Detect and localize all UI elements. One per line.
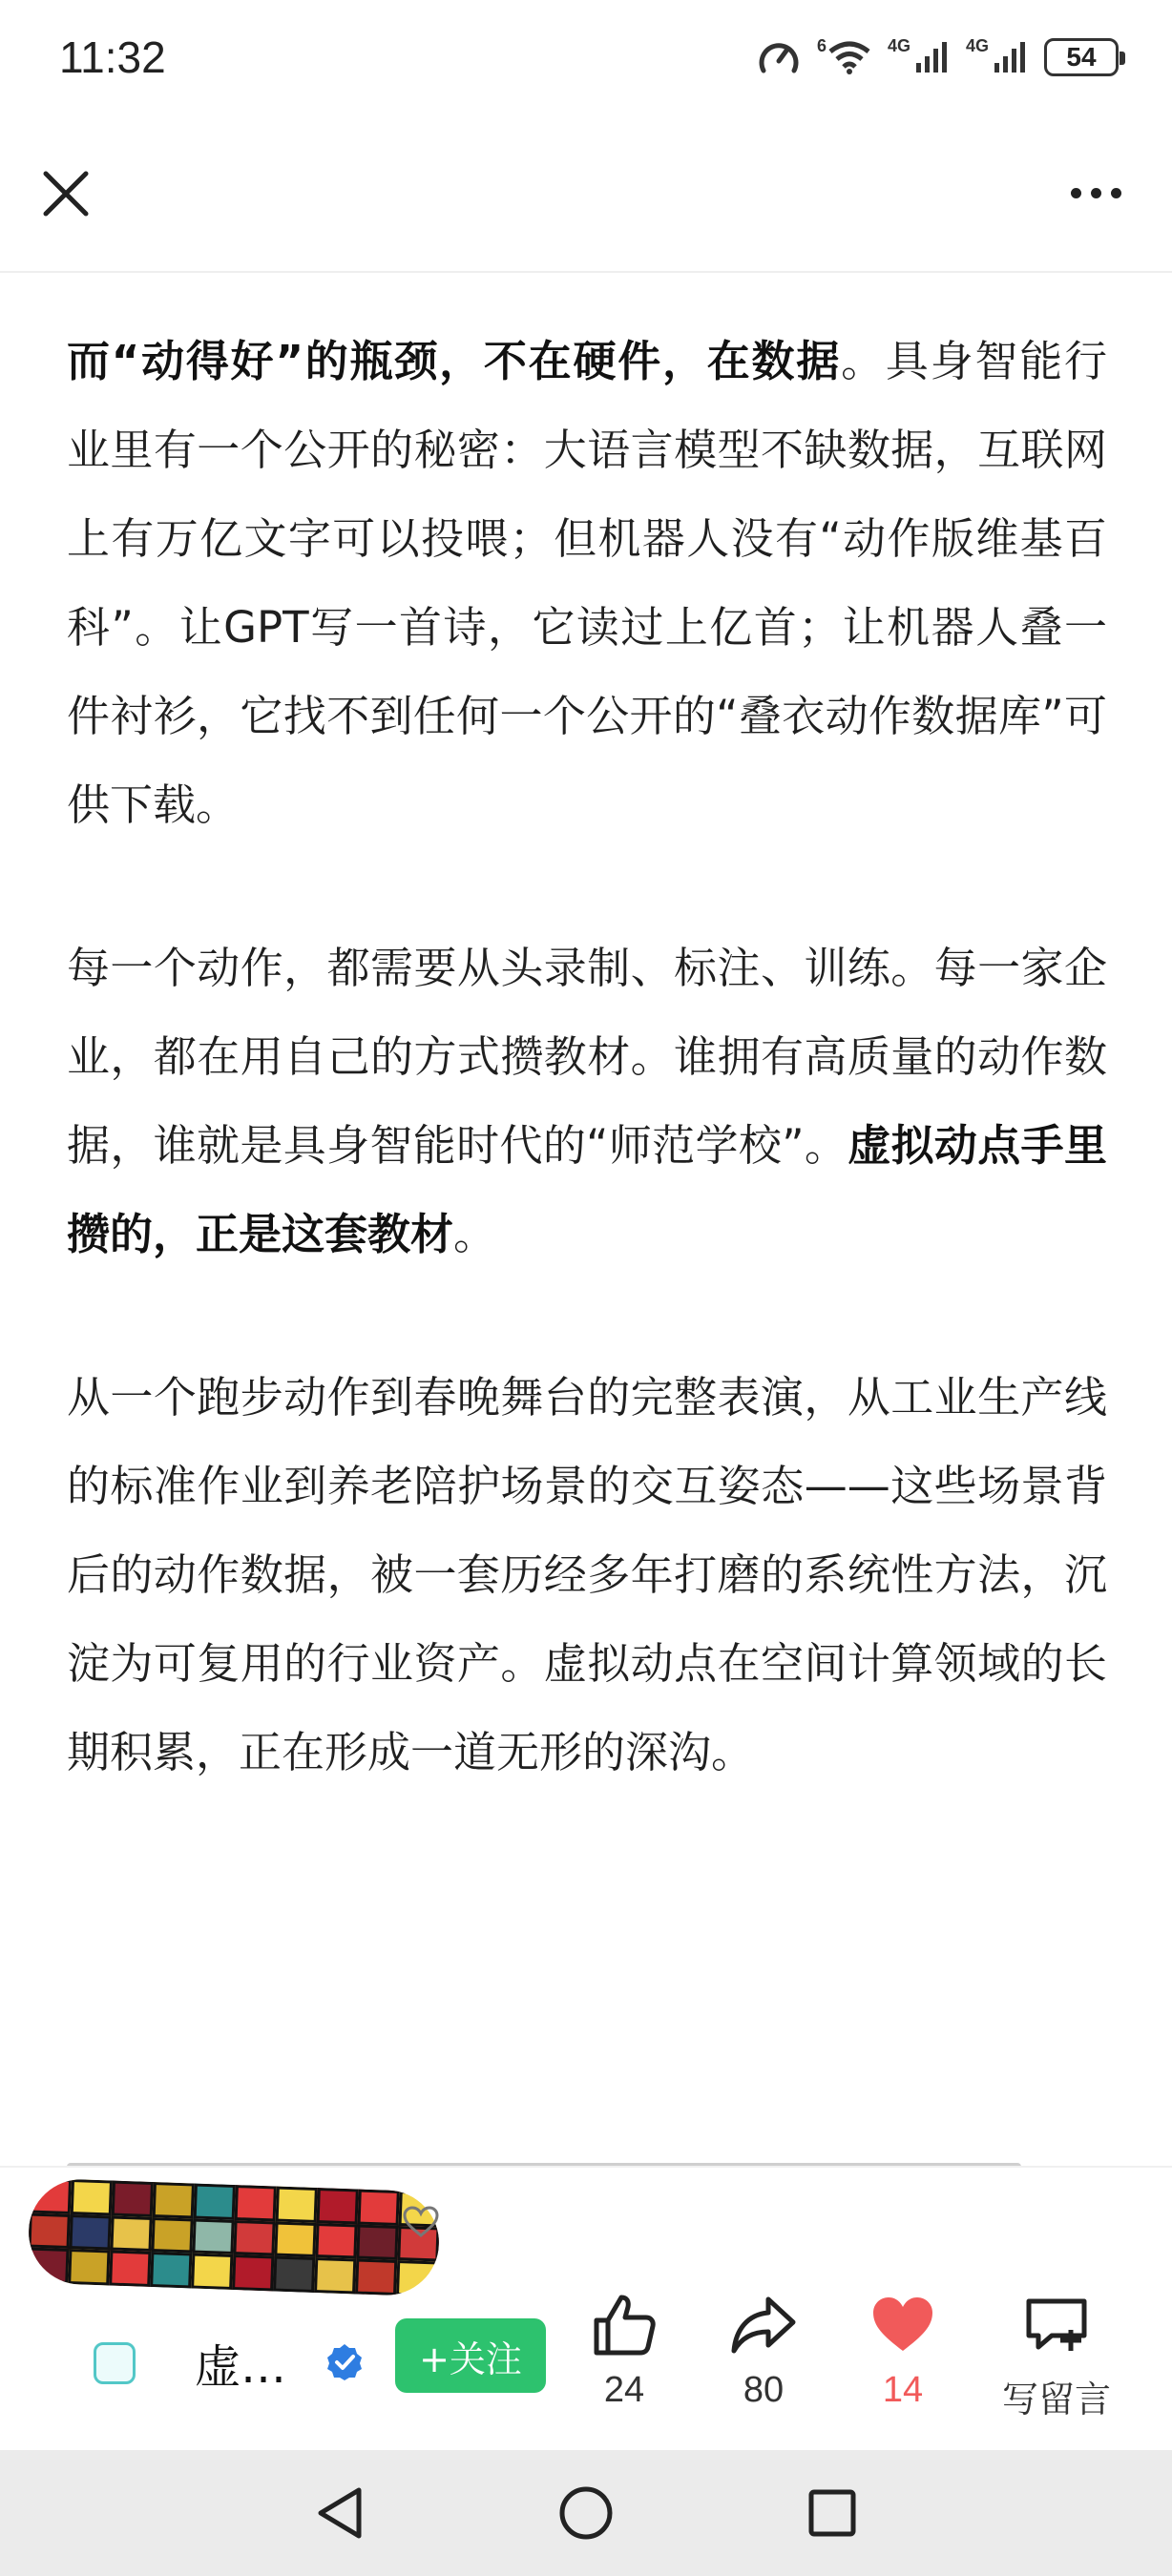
signal-1-icon	[914, 40, 949, 74]
recents-square-icon[interactable]	[806, 2486, 859, 2540]
back-triangle-icon[interactable]	[313, 2484, 366, 2542]
favorite-button[interactable]	[846, 2292, 960, 2411]
close-icon	[42, 170, 90, 218]
paragraph-2-bold: 虚拟动点手里攒的，正是这套教材	[67, 1120, 1107, 1259]
like-button[interactable]	[567, 2292, 681, 2411]
heart-filled-icon	[869, 2292, 936, 2358]
thumbs-up-icon	[591, 2292, 658, 2358]
battery-level: 54	[1066, 42, 1097, 72]
author-name[interactable]: 虚…	[195, 2340, 287, 2394]
signal-2-label: 4G	[965, 35, 989, 55]
share-count: 80	[743, 2370, 785, 2410]
status-icons	[758, 35, 1119, 76]
author-avatar[interactable]	[94, 2342, 136, 2384]
write-comment-label: 写留言	[1001, 2379, 1111, 2420]
heart-outline-icon	[403, 2206, 439, 2238]
more-icon	[1071, 188, 1081, 198]
more-icon-dot	[1091, 188, 1101, 198]
battery-icon	[1044, 38, 1119, 76]
paragraph-1-bold: 而“动得好”的瓶颈，不在硬件，在数据	[67, 336, 842, 386]
paragraph-2-end: 。	[453, 1209, 497, 1259]
paragraph-2-text: 每一个动作，都需要从头录制、标注、训练。每一家企业，都在用自己的方式攒教材。谁拥有高质量的动作数据，谁就是具身智能时代的“师范学校”。	[67, 943, 1107, 1171]
article-body	[67, 317, 1107, 1871]
paragraph-1	[67, 317, 1107, 849]
system-navigation-bar	[0, 2450, 1172, 2576]
verified-badge-icon	[324, 2342, 365, 2382]
speed-gauge-icon	[758, 38, 800, 76]
like-count: 24	[603, 2370, 645, 2410]
signal-1-label: 4G	[887, 35, 910, 55]
more-icon-dot	[1111, 188, 1121, 198]
nav-bar	[0, 114, 1172, 273]
colorful-sticker-image	[27, 2178, 441, 2297]
comment-plus-icon	[1023, 2292, 1090, 2358]
write-comment-button[interactable]	[985, 2292, 1128, 2422]
paragraph-1-text: 。具身智能行业里有一个公开的秘密：大语言模型不缺数据，互联网上有万亿文字可以投喂；但机器人没有“动作版维基百科”。让GPT写一首诗，它读过上亿首；让机器人叠一件衬衫，它找不到任何一个公开的“叠衣动作数据库”可供下载。	[67, 336, 1107, 830]
home-circle-icon[interactable]	[557, 2484, 615, 2542]
wifi-label: 6	[816, 35, 827, 55]
share-button[interactable]	[706, 2292, 821, 2411]
bottom-action-bar	[0, 2166, 1172, 2450]
follow-button[interactable]: +关注	[395, 2318, 546, 2393]
status-bar	[0, 0, 1172, 114]
wifi-icon	[828, 40, 870, 74]
paragraph-3: 从一个跑步动作到春晚舞台的完整表演，从工业生产线的标准作业到养老陪护场景的交互姿态——这些场景背后的动作数据，被一套历经多年打磨的系统性方法，沉淀为可复用的行业资产。虚拟动点在空间计算领域的长期积累，正在形成一道无形的深沟。	[67, 1372, 1107, 1777]
status-time: 11:32	[59, 32, 166, 82]
close-button[interactable]	[34, 162, 97, 225]
share-arrow-icon	[730, 2292, 797, 2358]
paragraph-2	[67, 924, 1107, 1278]
signal-2-icon	[993, 40, 1027, 74]
favorite-count: 14	[882, 2370, 924, 2410]
more-button[interactable]	[1057, 164, 1134, 221]
